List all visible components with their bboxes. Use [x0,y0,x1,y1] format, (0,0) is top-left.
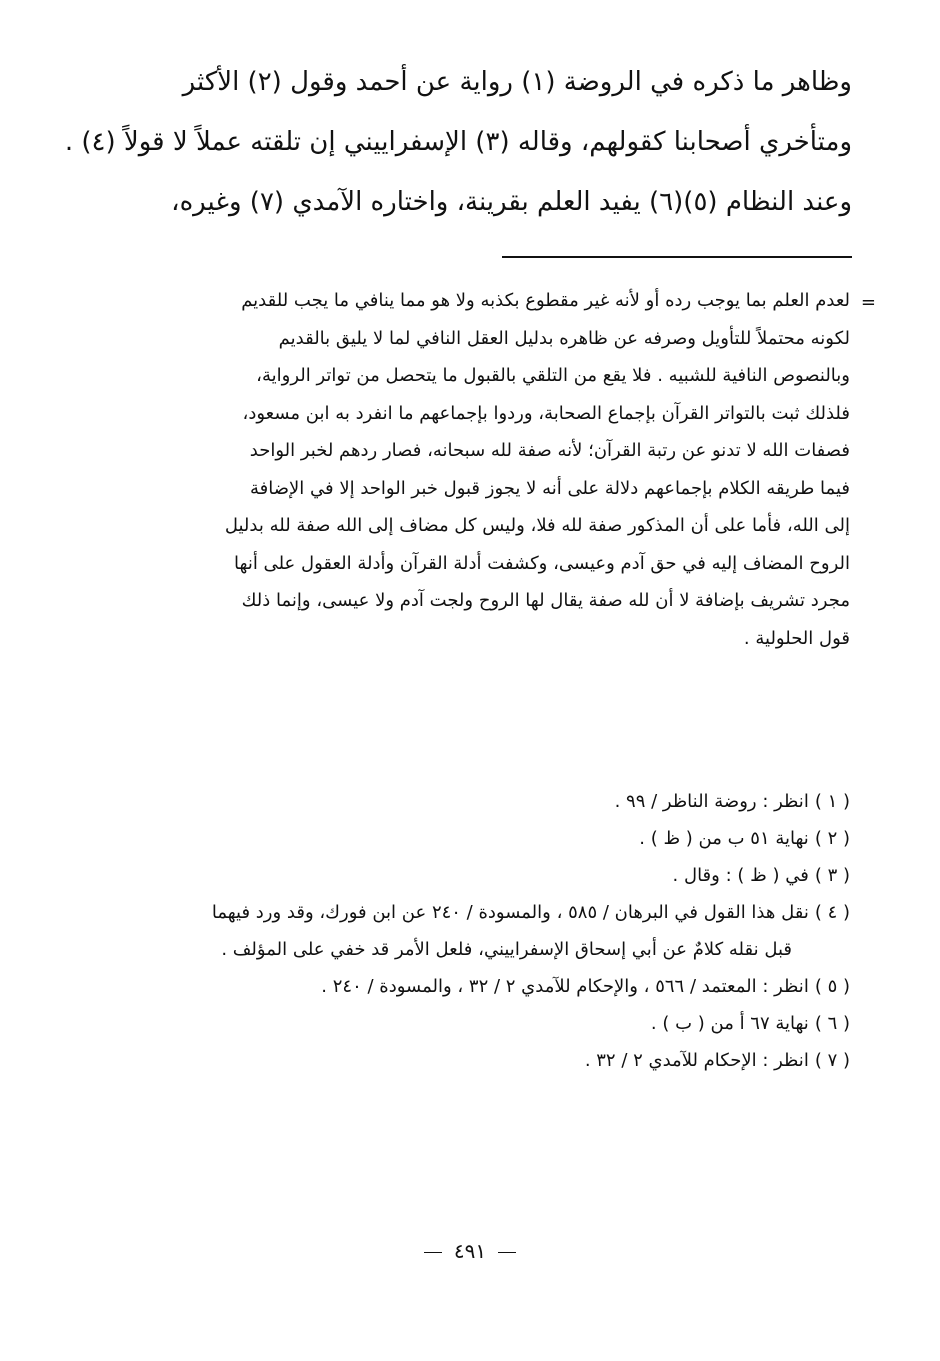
footnote-item [130,857,850,894]
footnote-item [130,1042,850,1079]
continuation-line: إلى الله، فأما على أن المذكور صفة لله فلا، وليس كل مضاف إلى الله صفة لله بدليل [224,515,850,536]
page-number-dash [424,1252,442,1253]
footnote-item [130,968,850,1005]
footnote-item [130,820,850,857]
page-number-value: ٤٩١ [453,1239,487,1263]
footnote-number: ( ٧ ) [814,1050,850,1071]
main-text-line: ومتأخري أصحابنا كقولهم، وقاله (٣) الإسفراييني إن تلقته عملاً لا قولاً (٤) . [64,127,852,157]
continuation-line: مجرد تشريف بإضافة لا أن لله صفة يقال لها الروح ولجت آدم ولا عيسى، وإنما ذلك [241,590,850,611]
footnote-number: ( ٢ ) [814,828,850,849]
page-number-dash [498,1252,516,1253]
continuation-line: وبالنصوص النافية للشبيه . فلا يقع من التلقي بالقبول ما يتحصل من تواتر الرواية، [256,365,850,386]
footnote-text: انظر : المعتمد / ٥٦٦ ، والإحكام للآمدي ٢ / ٣٢ ، والمسودة / ٢٤٠ . [321,976,809,997]
continuation-line: لكونه محتملاً للتأويل وصرفه عن ظاهره بدليل العقل النافي لما لا يليق بالقديم [278,327,850,349]
continuation-marker: = [860,292,876,313]
footnote-number: ( ٥ ) [814,976,850,997]
footnote-text: انظر : روضة الناظر / ٩٩ . [614,791,809,812]
footnote-text: نهاية ٥١ ب من ( ظ ) . [639,828,809,849]
main-text-line: وعند النظام (٥)(٦) يفيد العلم بقرينة، واختاره الآمدي (٧) وغيره، [171,187,852,217]
footnote-text: انظر : الإحكام للآمدي ٢ / ٣٢ . [584,1050,809,1071]
footnote-text: نقل هذا القول في البرهان / ٥٨٥ ، والمسودة / ٢٤٠ عن ابن فورك، وقد ورد فيهما [211,902,809,923]
footnote-item [130,894,850,931]
continuation-line: فلذلك ثبت بالتواتر القرآن بإجماع الصحابة، وردوا بإجماعهم ما انفرد به ابن مسعود، [242,402,850,424]
footnote-item [130,783,850,820]
continuation-line: فصفات الله لا تدنو عن رتبة القرآن؛ لأنه صفة لله سبحانه، فصار ردهم لخبر الواحد [249,440,850,461]
footnote-item [130,1005,850,1042]
footnote-separator [502,256,852,258]
main-text [64,52,852,232]
footnote-text: في ( ظ ) : وقال . [672,865,809,886]
footnote-number: ( ٣ ) [814,865,850,886]
footnote-number: ( ٦ ) [814,1013,850,1034]
footnote-number: ( ٤ ) [814,902,850,923]
continuation-line: الروح المضاف إليه في حق آدم وعيسى، وكشفت أدلة القرآن وأدلة العقول على أنها [234,552,850,574]
footnote-continuation [132,282,850,657]
footnote-continuation-line: قبل نقله كلامٌ عن أبي إسحاق الإسفراييني، فلعل الأمر قد خفي على المؤلف . [221,939,792,960]
page-number [0,1236,940,1266]
continuation-line: لعدم العلم بما يوجب رده أو لأنه غير مقطوع بكذبه ولا هو مما ينافي ما يجب للقديم [241,290,850,311]
main-text-line: وظاهر ما ذكره في الروضة (١) رواية عن أحمد وقول (٢) الأكثر [182,67,852,97]
footnote-text: نهاية ٦٧ أ من ( ب ) . [650,1013,809,1034]
continuation-line: فيما طريقه الكلام بإجماعهم دلالة على أنه لا يجوز قبول خبر الواحد إلا في الإضافة [250,477,850,499]
footnotes-list [130,783,850,1079]
footnote-number: ( ١ ) [814,791,850,812]
continuation-line: قول الحلولية . [743,627,850,649]
